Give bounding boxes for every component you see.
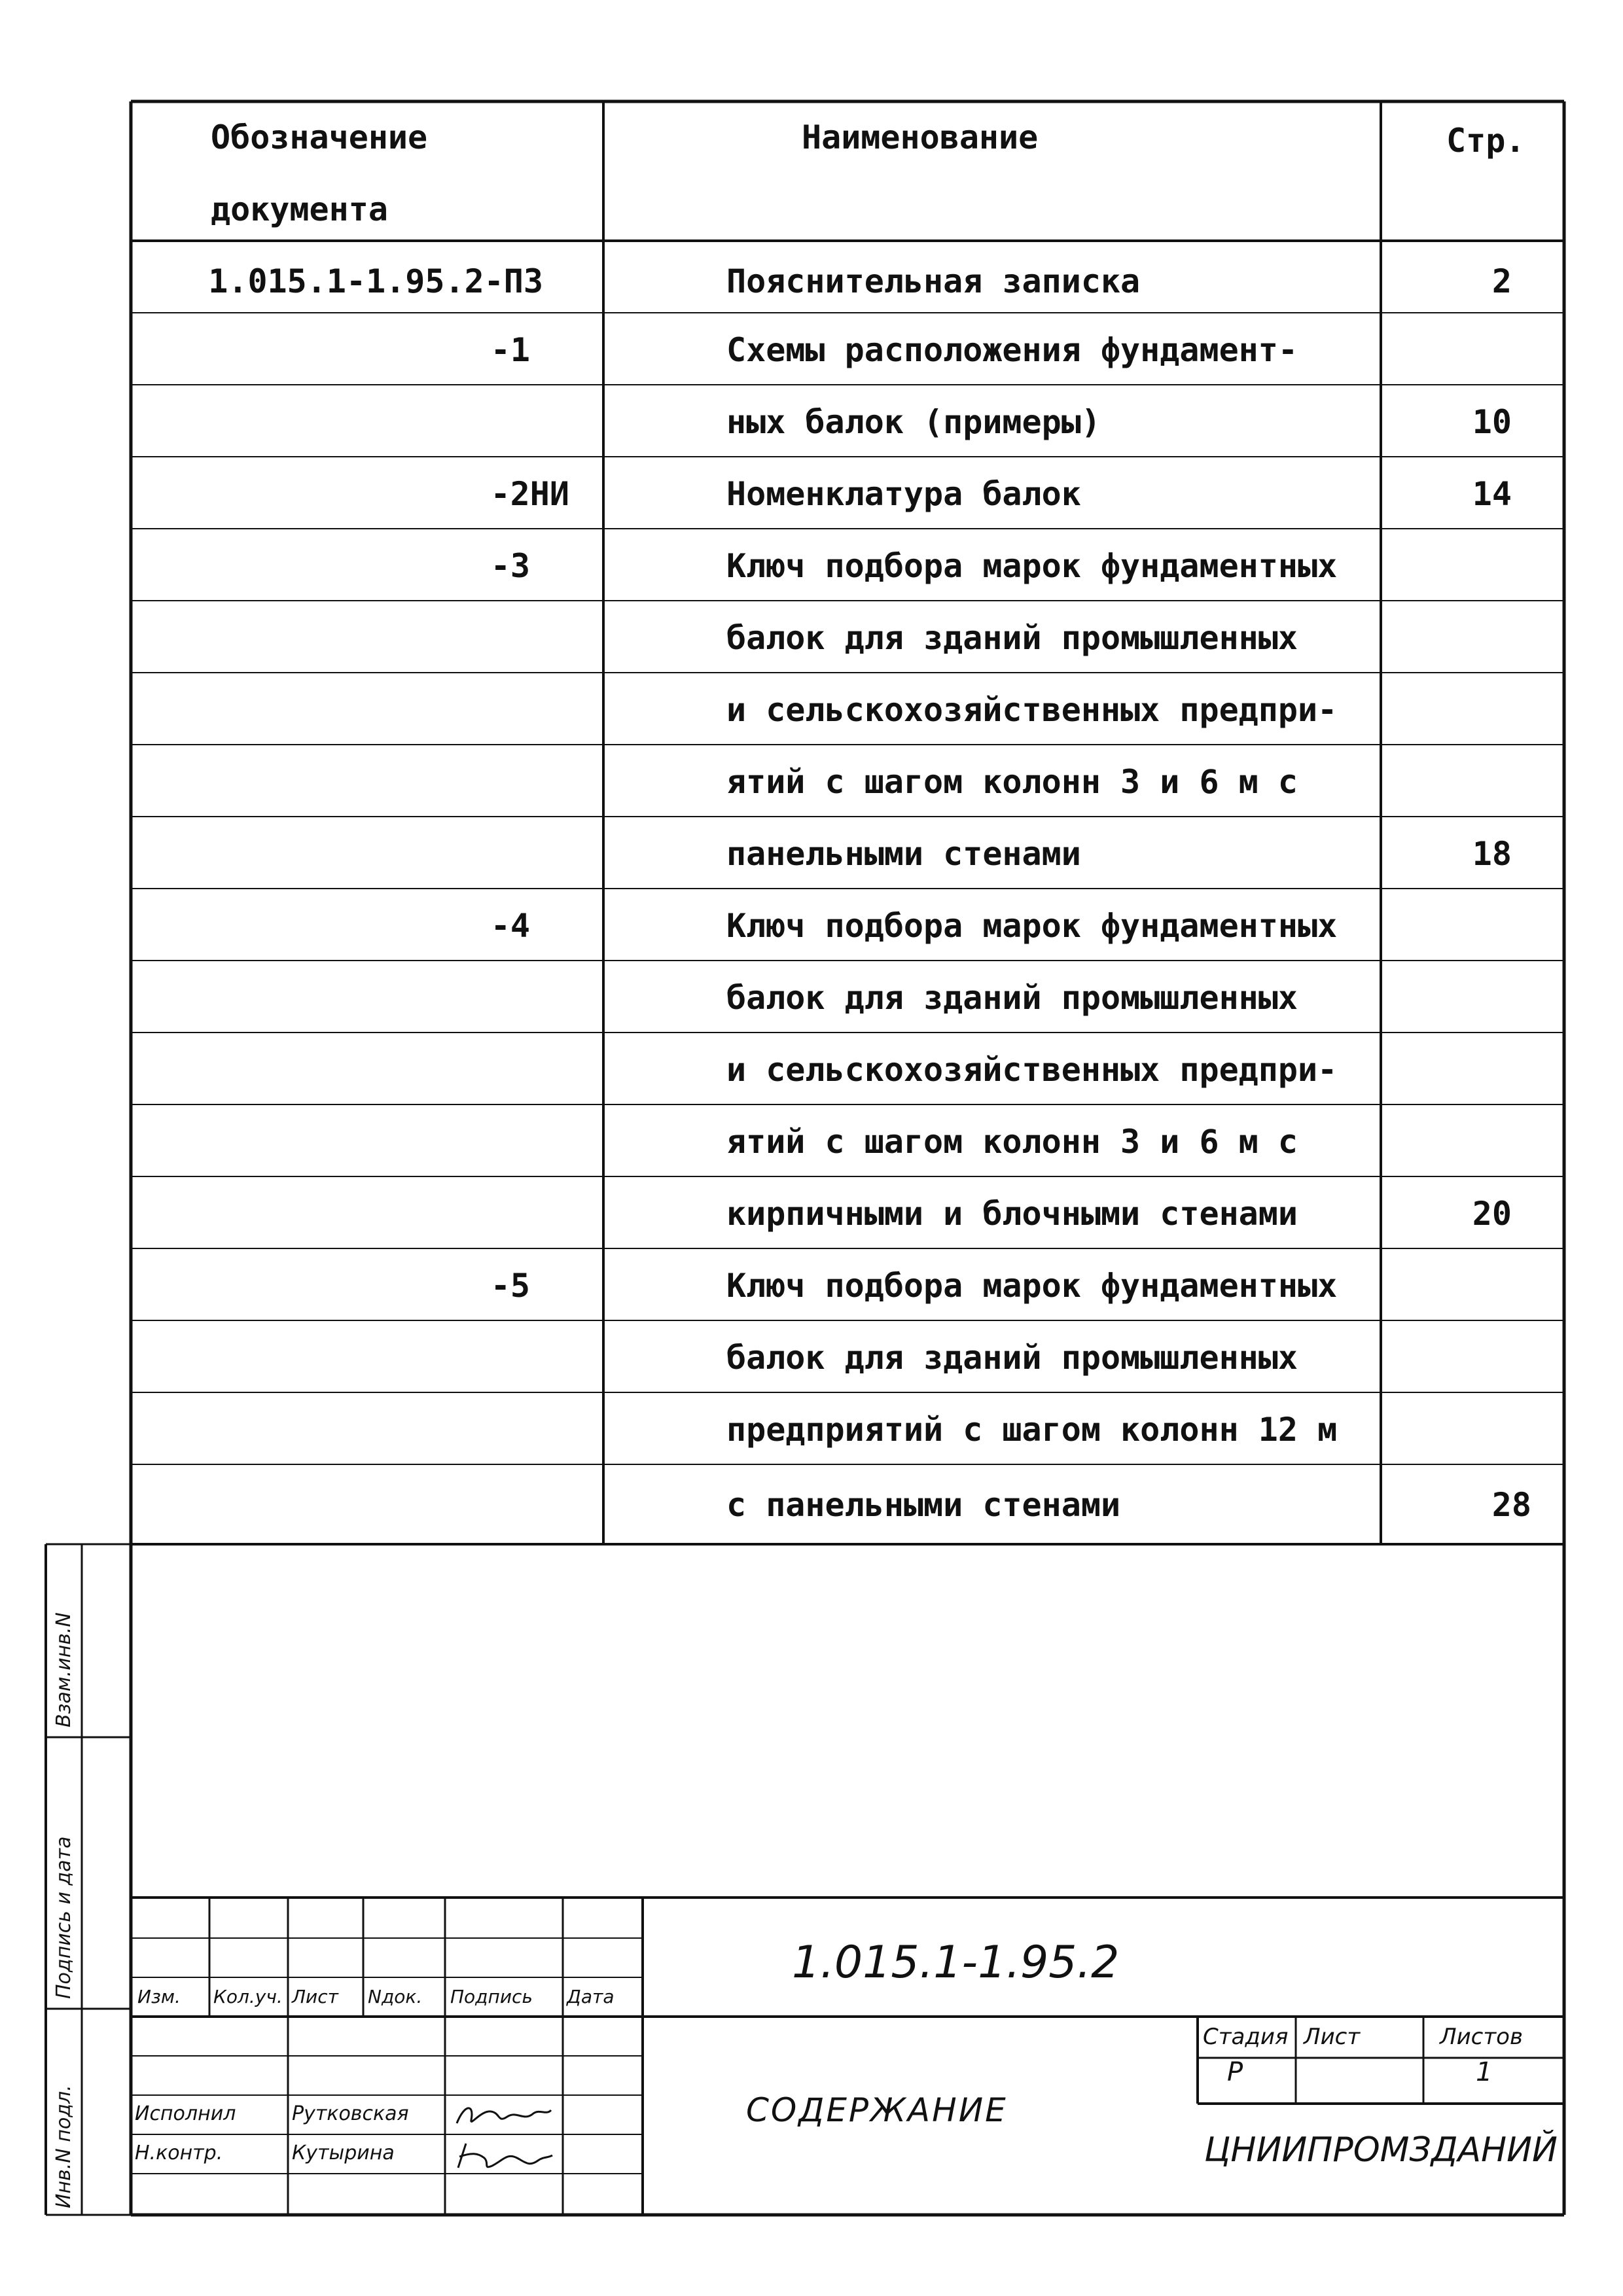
row-page: 10: [1472, 403, 1512, 441]
col-signature: Подпись: [450, 1986, 533, 2007]
row-designation: -2НИ: [490, 475, 569, 513]
col-list: Лист: [292, 1986, 338, 2007]
row-name: Ключ подбора марок фундаментных: [726, 907, 1338, 945]
row-name: балок для зданий промышленных: [726, 619, 1298, 657]
header-designation-line1: Обозначение: [211, 118, 428, 156]
checker-name: Кутырина: [292, 2142, 395, 2164]
col-izm: Изм.: [137, 1986, 181, 2007]
row-page: 2: [1491, 262, 1512, 300]
row-designation: 1.015.1-1.95.2-ПЗ: [208, 262, 543, 300]
stamp-inv-no-original: Инв.N подл.: [52, 2085, 75, 2208]
header-designation-line2: документа: [211, 190, 388, 228]
row-name: балок для зданий промышленных: [726, 979, 1298, 1017]
row-name: балок для зданий промышленных: [726, 1339, 1298, 1377]
sheet-label: Лист: [1304, 2024, 1361, 2050]
executor-role: Исполнил: [135, 2102, 236, 2125]
col-kol-uch: Кол.уч.: [213, 1986, 283, 2007]
header-page: Стр.: [1446, 122, 1525, 160]
sheet-title: СОДЕРЖАНИЕ: [746, 2091, 1008, 2129]
row-name: и сельскохозяйственных предпри-: [726, 1051, 1338, 1089]
stamp-signature-date: Подпись и дата: [52, 1836, 75, 1999]
row-page: 20: [1472, 1195, 1512, 1233]
row-name: кирпичными и блочными стенами: [726, 1195, 1298, 1233]
row-name: ятий с шагом колонн 3 и 6 м с: [726, 1123, 1298, 1161]
row-name: предприятий с шагом колонн 12 м: [726, 1411, 1338, 1449]
header-name: Наименование: [802, 118, 1039, 156]
row-name: и сельскохозяйственных предпри-: [726, 691, 1338, 729]
row-page: 28: [1491, 1486, 1531, 1524]
row-name: Ключ подбора марок фундаментных: [726, 547, 1338, 585]
row-designation: -4: [490, 907, 530, 945]
organization-name: ЦНИИПРОМЗДАНИЙ: [1204, 2130, 1558, 2170]
row-name: ятий с шагом колонн 3 и 6 м с: [726, 763, 1298, 801]
document-code: 1.015.1-1.95.2: [792, 1937, 1120, 1988]
row-name: с панельными стенами: [726, 1486, 1121, 1524]
stage-value: Р: [1227, 2057, 1243, 2087]
row-name: панельными стенами: [726, 835, 1081, 873]
col-date: Дата: [567, 1986, 615, 2007]
sheets-value: 1: [1476, 2057, 1493, 2087]
sheets-label: Листов: [1440, 2024, 1524, 2050]
stamp-replaces-inv-no: Взам.инв.N: [52, 1612, 75, 1727]
row-designation: -1: [490, 331, 530, 369]
executor-signature: [452, 2097, 556, 2133]
row-name: Ключ подбора марок фундаментных: [726, 1267, 1338, 1305]
row-name: ных балок (примеры): [726, 403, 1101, 441]
row-page: 18: [1472, 835, 1512, 873]
executor-name: Рутковская: [292, 2102, 409, 2125]
row-name: Пояснительная записка: [726, 262, 1141, 300]
row-name: Номенклатура балок: [726, 475, 1081, 513]
stage-label: Стадия: [1203, 2024, 1289, 2050]
row-designation: -5: [490, 1267, 530, 1305]
checker-signature: [452, 2138, 556, 2174]
checker-role: Н.контр.: [135, 2142, 223, 2164]
row-designation: -3: [490, 547, 530, 585]
col-ndok: Nдок.: [368, 1986, 423, 2007]
row-name: Схемы расположения фундамент-: [726, 331, 1298, 369]
row-page: 14: [1472, 475, 1512, 513]
